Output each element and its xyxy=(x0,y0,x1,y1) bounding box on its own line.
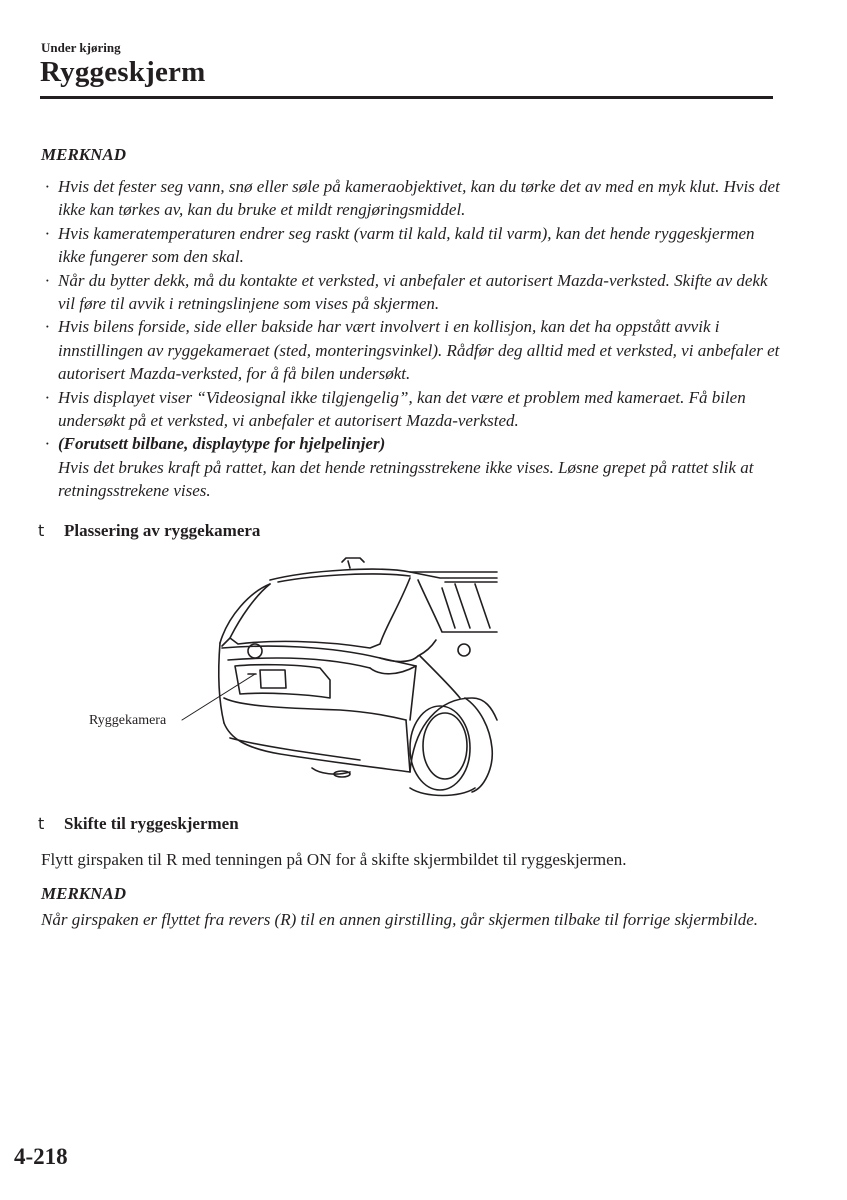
bullet: · xyxy=(45,223,50,243)
section-heading-text: Plassering av ryggekamera xyxy=(64,521,261,540)
page-number: 4-218 xyxy=(14,1144,68,1169)
note-heading: MERKNAD xyxy=(41,884,127,903)
note-text: Når du bytter dekk, må du kontakte et verksted, vi anbefaler et autorisert Mazda-verksted. Skifte av dekk vil føre til avvik i retningslinjene som vises på skjermen. xyxy=(58,270,768,314)
note-text: Hvis displayet viser “Videosignal ikke tilgjengelig”, kan det være et problem med kameraet. Få bilen undersøkt på et verksted, vi anbefaler et autorisert Mazda-verksted. xyxy=(58,387,746,431)
list-item xyxy=(45,386,785,433)
bullet: · xyxy=(45,270,50,290)
section-heading-switch xyxy=(38,814,239,834)
note-paragraph: Når girspaken er flyttet fra revers (R) til en annen girstilling, går skjermen tilbake til forrige skjermbilde. xyxy=(41,910,759,929)
note-text: Hvis kameratemperaturen endrer seg raskt (varm til kald, kald til varm), kan det hende ryggeskjermen ikke fungerer som den skal. xyxy=(58,223,755,267)
bullet: · xyxy=(45,317,50,337)
title-rule xyxy=(40,96,773,99)
note-text: Hvis det fester seg vann, snø eller søle på kameraobjektivet, kan du tørke det av med en myk klut. Hvis det ikke kan tørkes av, kan du bruke et mildt rengjøringsmiddel. xyxy=(58,177,780,220)
body-paragraph: Flytt girspaken til R med tenningen på ON for å skifte skjermbildet til ryggeskjermen. xyxy=(41,850,627,869)
list-item xyxy=(45,432,785,502)
figure-callout-label: Ryggekamera xyxy=(89,713,167,728)
bullet: · xyxy=(45,387,50,407)
section-marker-icon: t xyxy=(38,521,45,540)
note-list xyxy=(45,175,785,503)
section-heading-camera-location xyxy=(38,521,260,541)
list-item xyxy=(45,315,785,385)
list-item xyxy=(45,222,785,269)
page-title: Ryggeskjerm xyxy=(40,56,206,88)
list-item xyxy=(45,269,785,316)
note-heading: MERKNAD xyxy=(41,145,127,164)
section-label: Under kjøring xyxy=(41,40,121,55)
note-item-title: (Forutsett bilbane, displaytype for hjelpelinjer) xyxy=(58,434,386,454)
section-marker-icon: t xyxy=(38,814,45,833)
rear-camera-illustration xyxy=(80,548,500,803)
list-item xyxy=(45,175,785,222)
section-heading-text: Skifte til ryggeskjermen xyxy=(64,814,239,833)
note-text: Hvis bilens forside, side eller bakside har vært involvert i en kollisjon, kan det ha oppstått avvik i innstillingen av ryggekameraet (sted, monteringsvinkel). Rådfør deg alltid med et verksted, vi anbefaler et autorisert Mazda-verksted, for å få bilen undersøkt. xyxy=(58,317,780,384)
note-text: Hvis det brukes kraft på rattet, kan det hende retningsstrekene ikke vises. Løsne grepet på rattet slik at retningsstrekene vises. xyxy=(58,457,754,501)
bullet: · xyxy=(45,434,50,454)
bullet: · xyxy=(45,177,50,196)
